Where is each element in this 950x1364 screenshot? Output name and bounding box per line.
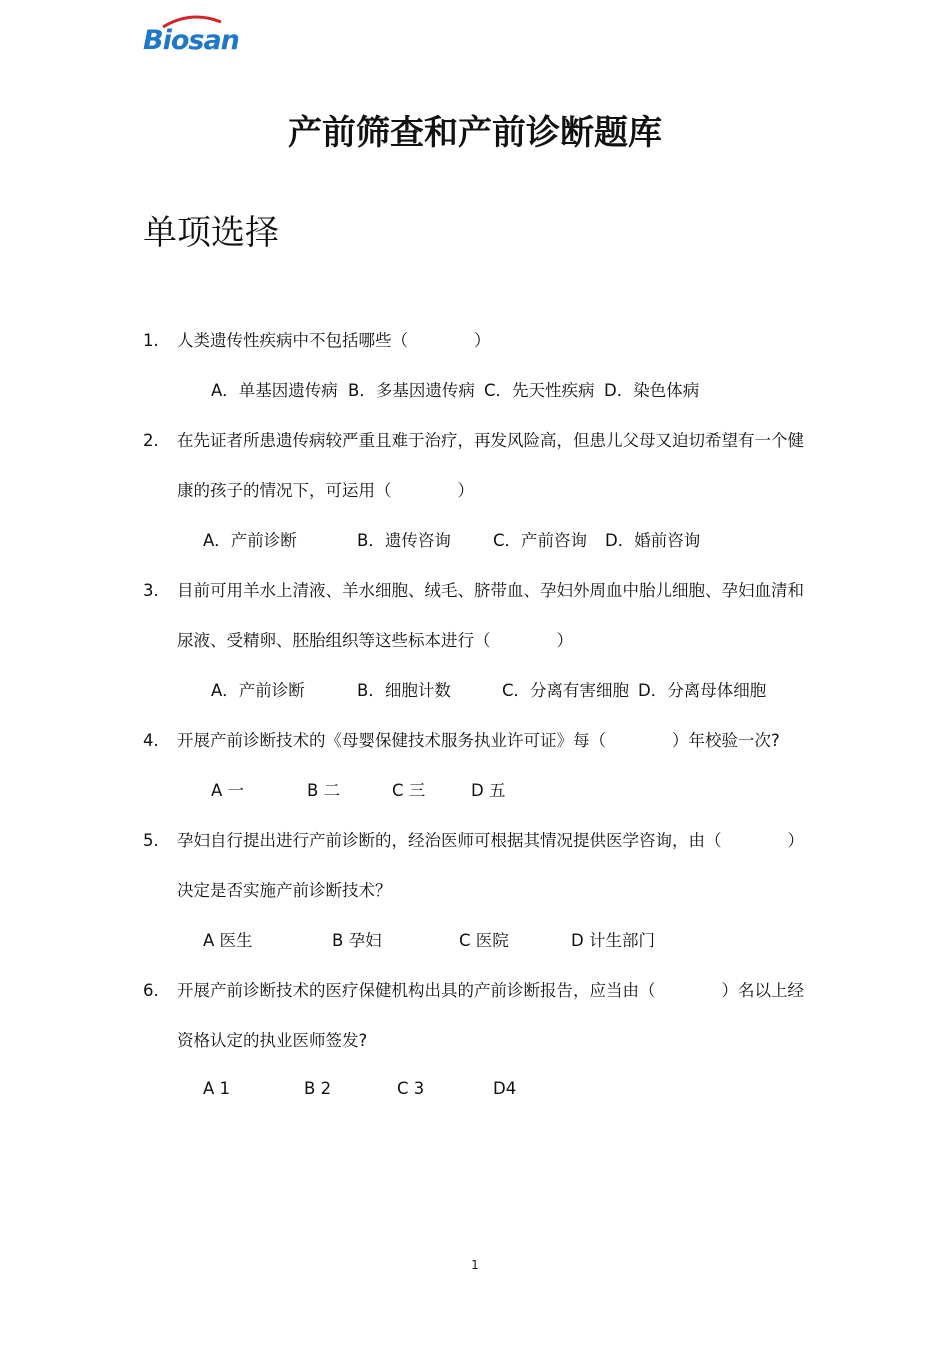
- option-a: A 一: [211, 781, 245, 800]
- document-title: 产前筛查和产前诊断题库: [288, 113, 662, 153]
- options-2: [203, 516, 803, 566]
- section-title: 单项选择: [143, 213, 279, 253]
- options-6: [203, 1064, 803, 1114]
- question-line: 尿液、受精卵、胚胎组织等这些标本进行（ ）: [177, 631, 573, 650]
- option-c: C 3: [397, 1079, 425, 1098]
- option-d: D 计生部门: [571, 931, 655, 950]
- question-stem: [177, 966, 813, 1066]
- question-line: 开展产前诊断技术的《母婴保健技术服务执业许可证》每（ ）年校验一次?: [177, 731, 780, 750]
- question-line: 孕妇自行提出进行产前诊断的，经治医师可根据其情况提供医学咨询，由（ ）: [177, 831, 804, 850]
- question-line: 资格认定的执业医师签发?: [177, 1031, 368, 1050]
- question-number: 1.: [143, 331, 159, 350]
- option-c: C．产前咨询: [493, 531, 588, 550]
- options-3: [211, 666, 811, 716]
- option-d: D．染色体病: [604, 381, 700, 400]
- logo-text: Biosan: [143, 25, 239, 56]
- question-number: 2.: [143, 431, 159, 450]
- option-c: C．先天性疾病: [484, 381, 595, 400]
- option-b: B 二: [307, 781, 341, 800]
- option-b: B．遗传咨询: [357, 531, 451, 550]
- option-a: A．单基因遗传病: [211, 381, 338, 400]
- option-b: B 2: [304, 1079, 332, 1098]
- question-number: 6.: [143, 981, 159, 1000]
- question-line: 在先证者所患遗传病较严重且难于治疗，再发风险高，但患儿父母又迫切希望有一个健: [177, 431, 804, 450]
- option-d: D 五: [471, 781, 506, 800]
- question-stem: [177, 566, 813, 666]
- question-stem: [177, 716, 813, 766]
- page-number: 1: [471, 1258, 479, 1272]
- question-number: 5.: [143, 831, 159, 850]
- option-a: A．产前诊断: [203, 531, 297, 550]
- options-5: [203, 916, 803, 966]
- question-number: 3.: [143, 581, 159, 600]
- option-c: C．分离有害细胞: [502, 681, 630, 700]
- biosan-logo: [143, 14, 239, 58]
- question-stem: [177, 416, 813, 516]
- option-c: C 三: [392, 781, 426, 800]
- option-c: C 医院: [459, 931, 509, 950]
- question-line: 开展产前诊断技术的医疗保健机构出具的产前诊断报告，应当由（ ）名以上经: [177, 981, 804, 1000]
- options-4: [211, 766, 811, 816]
- question-line: 康的孩子的情况下，可运用（ ）: [177, 481, 474, 500]
- option-d: D4: [493, 1079, 517, 1098]
- option-b: B．多基因遗传病: [348, 381, 475, 400]
- option-a: A 1: [203, 1079, 231, 1098]
- option-d: D．婚前咨询: [605, 531, 701, 550]
- question-stem: [177, 816, 813, 916]
- option-b: B 孕妇: [332, 931, 382, 950]
- question-line: 决定是否实施产前诊断技术？: [177, 881, 392, 900]
- options-1: [211, 366, 811, 416]
- question-line: 人类遗传性疾病中不包括哪些（ ）: [177, 331, 491, 350]
- option-b: B．细胞计数: [357, 681, 451, 700]
- option-a: A．产前诊断: [211, 681, 305, 700]
- question-stem: [177, 316, 813, 366]
- option-d: D．分离母体细胞: [638, 681, 767, 700]
- option-a: A 医生: [203, 931, 253, 950]
- question-number: 4.: [143, 731, 159, 750]
- question-line: 目前可用羊水上清液、羊水细胞、绒毛、脐带血、孕妇外周血中胎儿细胞、孕妇血清和: [177, 581, 804, 600]
